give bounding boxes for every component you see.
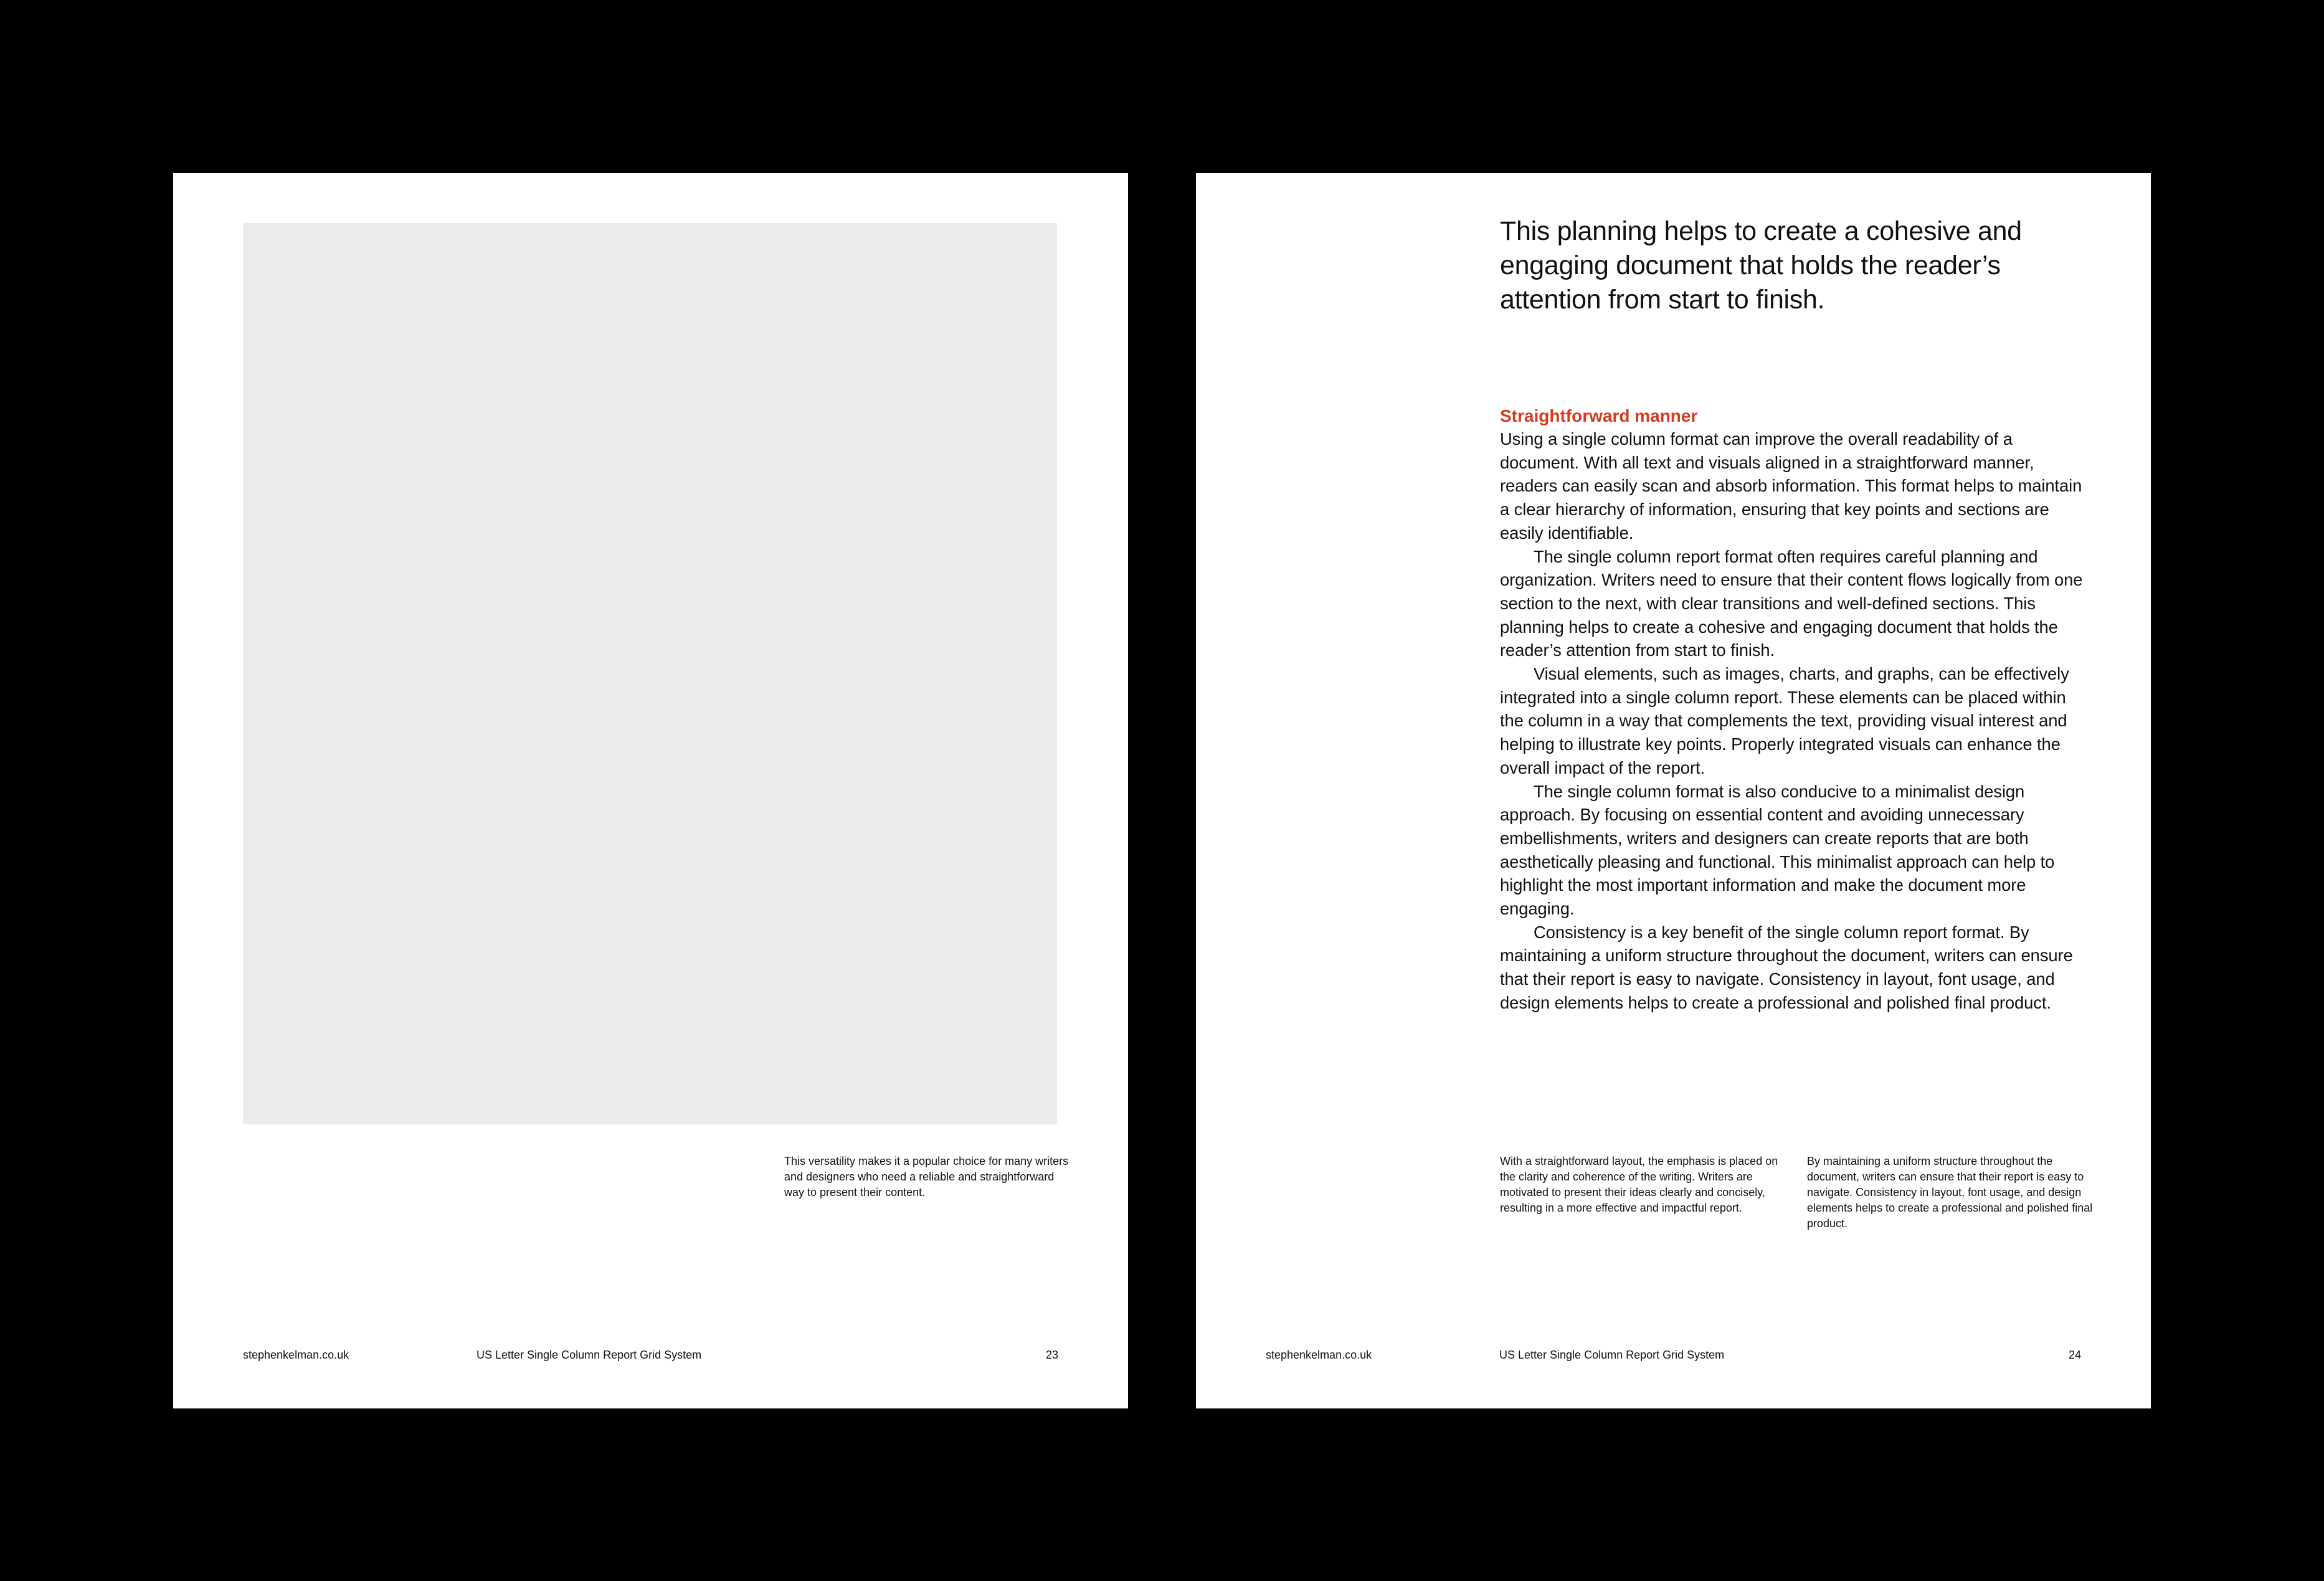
image-placeholder [243, 223, 1057, 1124]
body-paragraph: Consistency is a key benefit of the single column report format. By maintaining a uniform structure throughout the document, writers can ensure that their report is easy to navigate. Consistency in layout, font usage, and design elements helps to create a professional and polished final product. [1500, 922, 2073, 1012]
page-24 [1196, 173, 2151, 1408]
caption-column-2: By maintaining a uniform structure throughout the document, writers can ensure that their report is easy to navigate. Consistency in layout, font usage, and design elements helps to create a professional and polished final product. [1807, 1155, 2093, 1230]
caption-column-1: With a straightforward layout, the emphasis is placed on the clarity and coherence of the writing. Writers are motivated to present their ideas clearly and concisely, resulting in a more effective and impactful report. [1500, 1155, 1778, 1214]
body-paragraph: Visual elements, such as images, charts, and graphs, can be effectively integrated into a single column report. These elements can be placed within the column in a way that complements the text, providing visual interest and helping to illustrate key points. Properly integrated visuals can enhance the overall impact of the report. [1500, 664, 2069, 777]
body-paragraph: Using a single column format can improve the overall readability of a document. With all text and visuals aligned in a straightforward manner, readers can easily scan and absorb information. This format helps to maintain a clear hierarchy of information, ensuring that key points and sections are easily identifiable. [1500, 429, 2082, 543]
body-paragraph: The single column report format often requires careful planning and organization. Writers need to ensure that their content flows logically from one section to the next, with clear transitions and well-defined sections. This planning helps to create a cohesive and engaging document that holds the reader’s attention from start to finish. [1500, 546, 2083, 660]
page-23 [173, 173, 1128, 1408]
section-heading: Straightforward manner [1500, 406, 1698, 425]
image-caption: This versatility makes it a popular choice for many writers and designers who need a reliable and straightforward way to present their content. [784, 1155, 1069, 1199]
page-number: 23 [1045, 1349, 1058, 1361]
page-headline: This planning helps to create a cohesive and engaging document that holds the reader’s attention from start to finish. [1500, 216, 2022, 315]
body-paragraph: The single column format is also conducive to a minimalist design approach. By focusing on essential content and avoiding unnecessary embellishments, writers and designers can create reports that are both aesthetically pleasing and functional. This minimalist approach can help to highlight the most important information and make the document more engaging. [1500, 781, 2055, 919]
page-number: 24 [2068, 1349, 2081, 1361]
body-text [1500, 427, 2090, 1015]
footer-title: US Letter Single Column Report Grid System [477, 1349, 702, 1361]
footer-site: stephenkelman.co.uk [1266, 1349, 1372, 1361]
footer-site: stephenkelman.co.uk [243, 1349, 349, 1361]
footer-title: US Letter Single Column Report Grid System [1499, 1349, 1725, 1361]
